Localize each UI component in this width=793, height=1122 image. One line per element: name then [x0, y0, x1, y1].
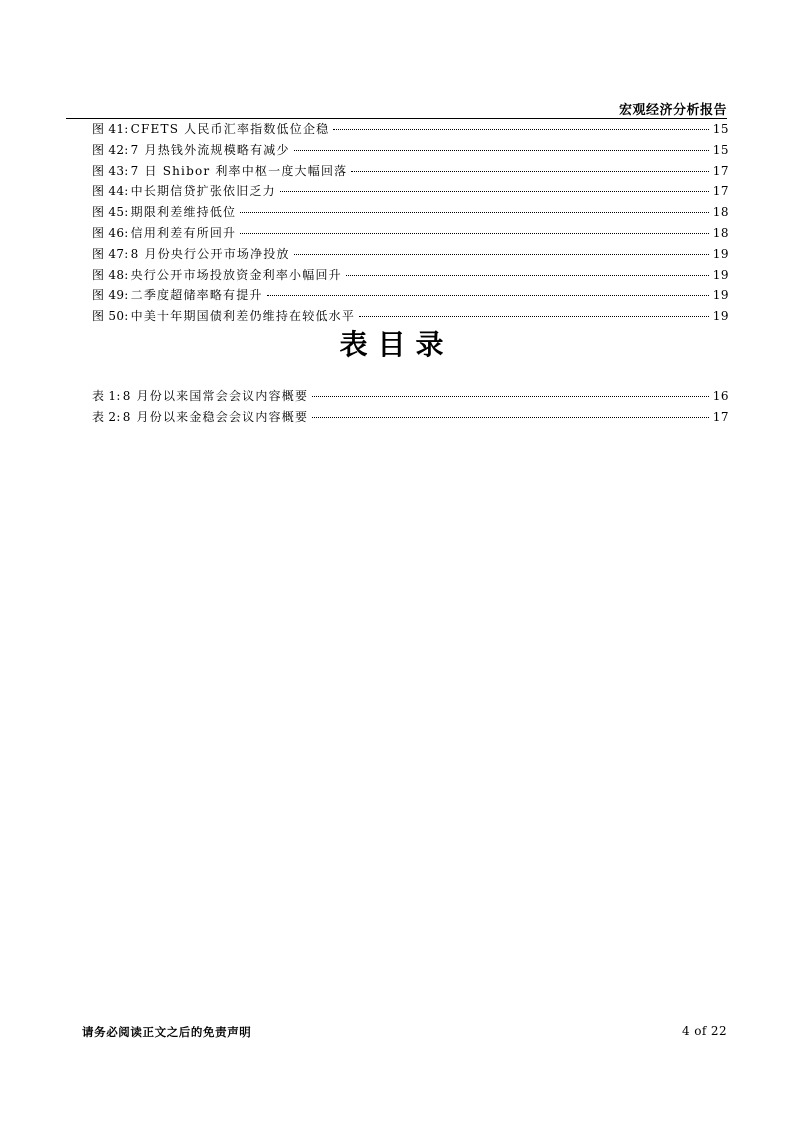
toc-dot-leader [267, 295, 709, 296]
toc-entry-page: 19 [712, 267, 729, 282]
toc-entry-label: 表 2: [92, 409, 121, 424]
toc-dot-leader [351, 171, 708, 172]
report-type-header: 宏观经济分析报告 [618, 103, 727, 118]
toc-dot-leader [280, 191, 709, 192]
toc-entry-page: 16 [712, 389, 729, 403]
toc-entry-title: 中长期信贷扩张依旧乏力 [130, 184, 276, 199]
toc-entry-page: 18 [712, 205, 729, 220]
toc-entry[interactable] [92, 407, 729, 428]
toc-entry[interactable] [92, 306, 729, 327]
toc-entry-label: 图 45: [92, 205, 129, 220]
toc-entry-page: 19 [712, 246, 729, 261]
toc-entry-title: 信用利差有所回升 [130, 225, 237, 240]
toc-entry[interactable] [92, 265, 729, 286]
toc-entry-label: 图 43: [92, 163, 129, 178]
toc-dot-leader [312, 396, 709, 397]
toc-entry[interactable] [92, 119, 729, 140]
toc-dot-leader [346, 275, 709, 276]
toc-entry-page: 18 [712, 225, 729, 240]
toc-entry-page: 17 [712, 163, 729, 178]
toc-entry-label: 图 48: [92, 267, 129, 282]
toc-entry[interactable] [92, 223, 729, 244]
toc-entry-label: 图 50: [92, 309, 129, 324]
toc-entry-page: 15 [712, 142, 729, 157]
toc-entry[interactable] [92, 386, 729, 407]
toc-entry[interactable] [92, 161, 729, 182]
toc-entry-title: 8 月份以来金稳会会议内容概要 [122, 409, 309, 424]
toc-entry-title: 7 日 Shibor 利率中枢一度大幅回落 [130, 163, 348, 178]
toc-entry-label: 图 47: [92, 246, 129, 261]
toc-entry[interactable] [92, 244, 729, 265]
toc-entry-page: 19 [712, 309, 729, 324]
toc-dot-leader [240, 233, 708, 234]
toc-entry-title: 期限利差维持低位 [130, 205, 237, 220]
toc-entry-label: 图 42: [92, 142, 129, 157]
toc-dot-leader [312, 417, 709, 418]
toc-entry[interactable] [92, 285, 729, 306]
toc-entry-label: 图 49: [92, 288, 129, 303]
toc-entry-page: 17 [712, 184, 729, 199]
toc-dot-leader [333, 129, 708, 130]
toc-entry[interactable] [92, 202, 729, 223]
toc-entry-label: 图 41: [92, 122, 129, 136]
footer-disclaimer: 请务必阅读正文之后的免责声明 [82, 1025, 252, 1039]
toc-dot-leader [294, 254, 709, 255]
table-toc-heading: 表目录 [339, 328, 454, 361]
toc-entry[interactable] [92, 181, 729, 202]
toc-entry-title: 中美十年期国债利差仍维持在较低水平 [130, 309, 356, 324]
toc-entry-label: 表 1: [92, 389, 121, 403]
toc-entry[interactable] [92, 140, 729, 161]
toc-entry-title: 8 月份以来国常会会议内容概要 [122, 389, 309, 403]
toc-entry-label: 图 46: [92, 225, 129, 240]
toc-dot-leader [359, 316, 709, 317]
toc-entry-page: 17 [712, 409, 729, 424]
toc-entry-title: 二季度超储率略有提升 [130, 288, 263, 303]
toc-dot-leader [294, 150, 709, 151]
toc-entry-title: 8 月份央行公开市场净投放 [130, 246, 290, 261]
toc-entry-page: 15 [712, 122, 729, 136]
toc-entry-label: 图 44: [92, 184, 129, 199]
toc-entry-title: 央行公开市场投放资金利率小幅回升 [130, 267, 342, 282]
toc-dot-leader [240, 212, 708, 213]
toc-entry-page: 19 [712, 288, 729, 303]
page-indicator: 4 of 22 [682, 1024, 727, 1038]
table-toc-list [92, 386, 729, 428]
figure-toc-list [92, 119, 729, 327]
toc-entry-title: CFETS 人民币汇率指数低位企稳 [130, 122, 330, 136]
toc-entry-title: 7 月热钱外流规模略有减少 [130, 142, 290, 157]
